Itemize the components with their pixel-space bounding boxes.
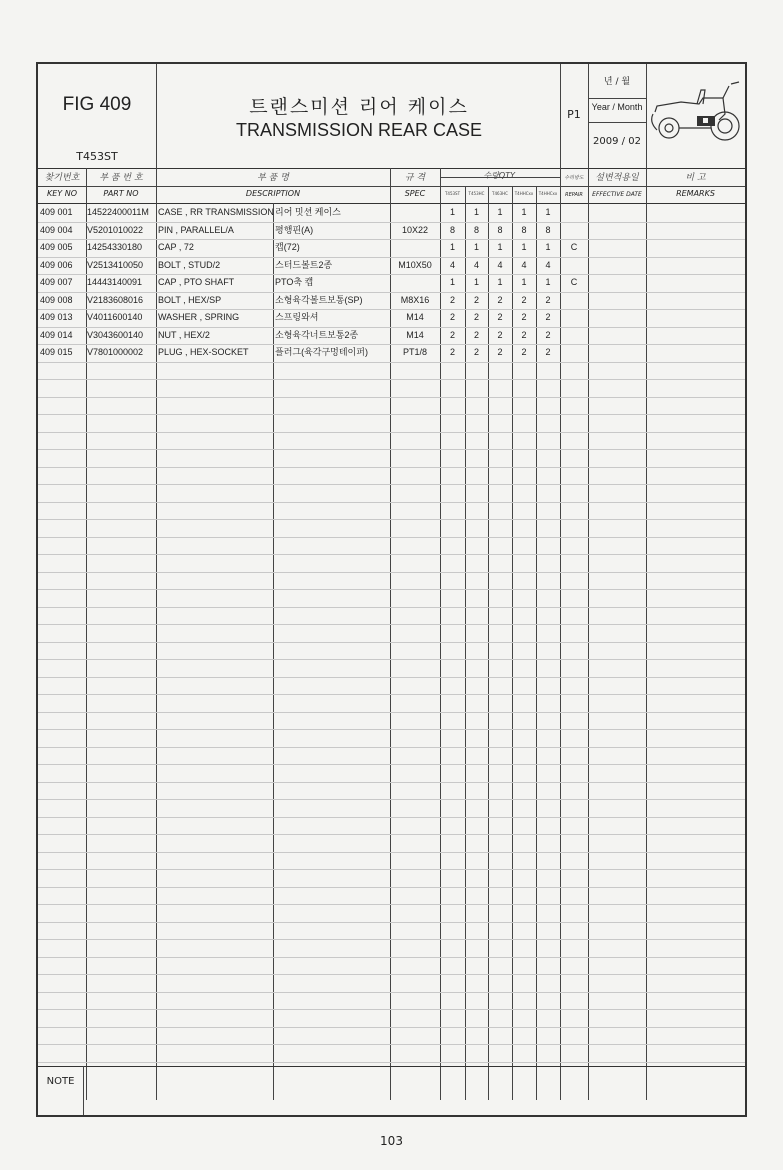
spec: M8X16 <box>400 294 430 305</box>
quantity: 1 <box>449 207 455 217</box>
quantity: 2 <box>545 294 551 305</box>
quantity: 1 <box>545 277 551 287</box>
key-number <box>40 222 73 239</box>
quantity: 1 <box>521 242 527 252</box>
row-ruling <box>38 869 745 870</box>
row-ruling <box>38 764 745 765</box>
part-number: 14522400011M <box>87 207 149 217</box>
col-repair-ko: 수리방도 <box>564 175 584 181</box>
row-ruling <box>38 974 745 975</box>
fig-number: 409 <box>40 207 56 217</box>
fig-number: 409 <box>40 277 56 287</box>
quantity: 2 <box>449 329 455 340</box>
fig-number: 409 <box>40 259 56 270</box>
col-qty-model-3: T463HC <box>492 191 508 196</box>
repair-code: C <box>570 277 578 287</box>
row-ruling <box>38 432 745 433</box>
row-ruling <box>38 712 745 713</box>
table-row <box>38 257 745 275</box>
row-ruling <box>38 519 745 520</box>
row-ruling <box>38 834 745 835</box>
fig-box-divider <box>156 64 157 168</box>
part-number: V3043600140 <box>87 329 144 340</box>
quantity: 8 <box>497 224 503 235</box>
row-ruling <box>38 589 745 590</box>
spec: M14 <box>406 329 424 340</box>
fig-number: 409 <box>40 242 56 252</box>
row-ruling <box>38 1044 745 1045</box>
key-number-value: 008 <box>57 294 73 305</box>
table-row <box>38 274 745 292</box>
quantity: 1 <box>497 277 503 287</box>
row-ruling <box>38 414 745 415</box>
quantity: 2 <box>521 312 527 322</box>
description-korean: PTO축 캡 <box>275 277 314 287</box>
description-english: CASE , RR TRANSMISSION <box>158 207 274 217</box>
quantity: 2 <box>521 347 527 357</box>
key-number-value: 007 <box>57 277 73 287</box>
col-qty-model-1: T453ST <box>444 191 461 196</box>
quantity: 8 <box>473 224 479 235</box>
row-ruling <box>38 694 745 695</box>
row-ruling <box>38 1009 745 1010</box>
year-month-korean: 년 / 월 <box>603 77 631 87</box>
note-label: NOTE <box>46 1076 75 1087</box>
table-row <box>38 222 745 240</box>
key-number <box>40 239 73 256</box>
row-ruling <box>38 397 745 398</box>
row-ruling <box>38 1062 745 1063</box>
row-ruling <box>38 659 745 660</box>
quantity: 1 <box>449 277 455 287</box>
col-key-en: KEY NO <box>46 189 77 198</box>
quantity: 2 <box>497 329 503 340</box>
col-qty-model-4: T4HHCxx <box>514 191 534 196</box>
fig-number: 409 <box>40 347 56 357</box>
key-number-value: 006 <box>57 259 73 270</box>
spec: PT1/8 <box>402 347 427 357</box>
quantity: 1 <box>449 242 455 252</box>
row-ruling <box>38 607 745 608</box>
quantity: 4 <box>521 259 527 270</box>
quantity: 8 <box>449 224 455 235</box>
row-ruling <box>38 747 745 748</box>
year-month-english: Year / Month <box>591 102 643 112</box>
part-number: V7801000002 <box>87 347 144 357</box>
description-english: WASHER , SPRING <box>158 312 240 322</box>
row-ruling <box>38 537 745 538</box>
row-ruling <box>38 554 745 555</box>
row-ruling <box>38 887 745 888</box>
quantity: 1 <box>521 207 527 217</box>
description-korean: 스프링와셔 <box>275 312 319 322</box>
quantity: 2 <box>545 329 551 340</box>
row-ruling <box>38 1027 745 1028</box>
title-korean: 트랜스미션 리어 케이스 <box>249 96 469 118</box>
table-row <box>38 309 745 327</box>
row-ruling <box>38 362 745 363</box>
row-ruling <box>38 904 745 905</box>
col-repair-en: REPAIR <box>565 192 583 198</box>
row-ruling <box>38 642 745 643</box>
row-ruling <box>38 852 745 853</box>
row-ruling <box>38 799 745 800</box>
quantity: 2 <box>473 312 479 322</box>
quantity: 1 <box>545 242 551 252</box>
quantity: 1 <box>473 207 479 217</box>
quantity: 4 <box>449 259 455 270</box>
col-spec-en: SPEC <box>404 189 426 198</box>
col-remarks-en: REMARKS <box>676 189 715 198</box>
description-korean: 리어 밋션 케이스 <box>275 207 341 217</box>
col-key-ko: 찾기번호 <box>44 173 80 183</box>
col-remarks-ko: 비 고 <box>685 173 706 183</box>
fig-number: 409 <box>40 294 56 305</box>
key-number <box>40 292 73 309</box>
part-number: V4011600140 <box>87 312 143 322</box>
description-korean: 소형육각볼트보통(SP) <box>275 294 363 305</box>
quantity: 1 <box>545 207 551 217</box>
description-english: PIN , PARALLEL/A <box>158 224 234 235</box>
quantity: 2 <box>449 347 455 357</box>
fig-number: 409 <box>40 329 56 340</box>
page-number: 103 <box>380 1134 403 1148</box>
description-english: BOLT , HEX/SP <box>158 294 222 305</box>
description-korean: 평행핀(A) <box>275 224 314 235</box>
note-label-divider <box>83 1066 84 1115</box>
quantity: 2 <box>545 347 551 357</box>
row-ruling <box>38 817 745 818</box>
quantity: 2 <box>521 329 527 340</box>
row-ruling <box>38 782 745 783</box>
col-qty-model-2: T453HC <box>468 191 485 196</box>
spec: M14 <box>406 312 424 322</box>
description-korean: 스터드볼트2종 <box>275 259 333 270</box>
key-number-value: 015 <box>57 347 73 357</box>
key-number <box>40 257 73 274</box>
header-divider <box>38 168 745 169</box>
quantity: 1 <box>473 277 479 287</box>
row-ruling <box>38 677 745 678</box>
quantity: 2 <box>473 347 479 357</box>
quantity: 2 <box>473 329 479 340</box>
key-number-value: 005 <box>57 242 73 252</box>
quantity: 2 <box>521 294 527 305</box>
key-number-value: 013 <box>57 312 73 322</box>
part-number: V2183608016 <box>87 294 144 305</box>
model-label: T453ST <box>76 150 118 163</box>
row-ruling <box>38 624 745 625</box>
col-qty-model-5: T4HHCxx <box>538 191 558 196</box>
col-part-ko: 부 품 번 호 <box>99 173 143 183</box>
repair-code: C <box>570 242 578 252</box>
description-english: BOLT , STUD/2 <box>158 259 221 270</box>
quantity: 1 <box>473 242 479 252</box>
quantity: 8 <box>545 224 551 235</box>
issue-date: 2009 / 02 <box>593 136 641 147</box>
row-ruling <box>38 729 745 730</box>
key-number-value: 004 <box>57 224 73 235</box>
row-ruling <box>38 922 745 923</box>
title-english: TRANSMISSION REAR CASE <box>235 120 483 140</box>
fig-label: FIG 409 <box>62 94 132 115</box>
ym-divider <box>589 98 646 99</box>
quantity: 4 <box>545 259 551 270</box>
part-number: V2513410050 <box>87 259 144 270</box>
quantity: 2 <box>497 312 503 322</box>
key-number <box>40 309 73 326</box>
quantity: 2 <box>497 294 503 305</box>
quantity: 2 <box>449 312 455 322</box>
row-ruling <box>38 484 745 485</box>
fig-number: 409 <box>40 224 56 235</box>
description-english: CAP , 72 <box>158 242 194 252</box>
col-desc-en: DESCRIPTION <box>245 189 301 198</box>
quantity: 4 <box>497 259 503 270</box>
page-code: P1 <box>567 108 581 121</box>
row-ruling <box>38 502 745 503</box>
quantity: 1 <box>521 277 527 287</box>
fig-number: 409 <box>40 312 56 322</box>
quantity: 2 <box>545 312 551 322</box>
key-number-value: 001 <box>57 207 73 217</box>
row-ruling <box>38 379 745 380</box>
col-effective-en: EFFECTIVE DATE <box>592 191 642 198</box>
description-english: CAP , PTO SHAFT <box>158 277 235 287</box>
quantity: 1 <box>497 207 503 217</box>
table-row <box>38 239 745 257</box>
col-part-en: PART NO <box>103 189 139 198</box>
parts-sheet <box>36 62 747 1117</box>
quantity: 4 <box>473 259 479 270</box>
row-ruling <box>38 939 745 940</box>
column-header-divider <box>38 186 745 187</box>
description-korean: 소형육각너트보통2종 <box>275 329 359 340</box>
quantity: 2 <box>497 347 503 357</box>
row-ruling <box>38 992 745 993</box>
spec: 10X22 <box>401 224 429 235</box>
quantity: 2 <box>449 294 455 305</box>
table-row <box>38 204 745 222</box>
description-english: PLUG , HEX-SOCKET <box>158 347 249 357</box>
table-row <box>38 344 745 362</box>
description-korean: 캡(72) <box>275 242 300 252</box>
key-number <box>40 344 73 361</box>
quantity: 8 <box>521 224 527 235</box>
col-spec-ko: 규 격 <box>404 173 426 183</box>
date-divider <box>589 122 646 123</box>
key-number <box>40 327 73 344</box>
table-row <box>38 327 745 345</box>
row-ruling <box>38 957 745 958</box>
note-divider <box>38 1066 745 1067</box>
key-number <box>40 204 73 221</box>
col-effective-ko: 설변적용일 <box>595 173 639 183</box>
row-ruling <box>38 467 745 468</box>
table-row <box>38 292 745 310</box>
part-number: V5201010022 <box>87 224 144 235</box>
key-number-value: 014 <box>57 329 73 340</box>
col-desc-ko: 부 품 명 <box>257 173 289 183</box>
quantity: 2 <box>473 294 479 305</box>
row-ruling <box>38 572 745 573</box>
description-korean: 플러그(육각구멍테이퍼) <box>275 347 368 357</box>
part-number: 14254330180 <box>87 242 143 252</box>
key-number <box>40 274 73 291</box>
quantity: 1 <box>497 242 503 252</box>
part-number: 14443140091 <box>87 277 143 287</box>
description-english: NUT , HEX/2 <box>158 329 210 340</box>
col-qty-label: 수량QTY. <box>483 171 517 180</box>
row-ruling <box>38 449 745 450</box>
spec: M10X50 <box>398 259 432 270</box>
tractor-icon <box>647 68 745 164</box>
